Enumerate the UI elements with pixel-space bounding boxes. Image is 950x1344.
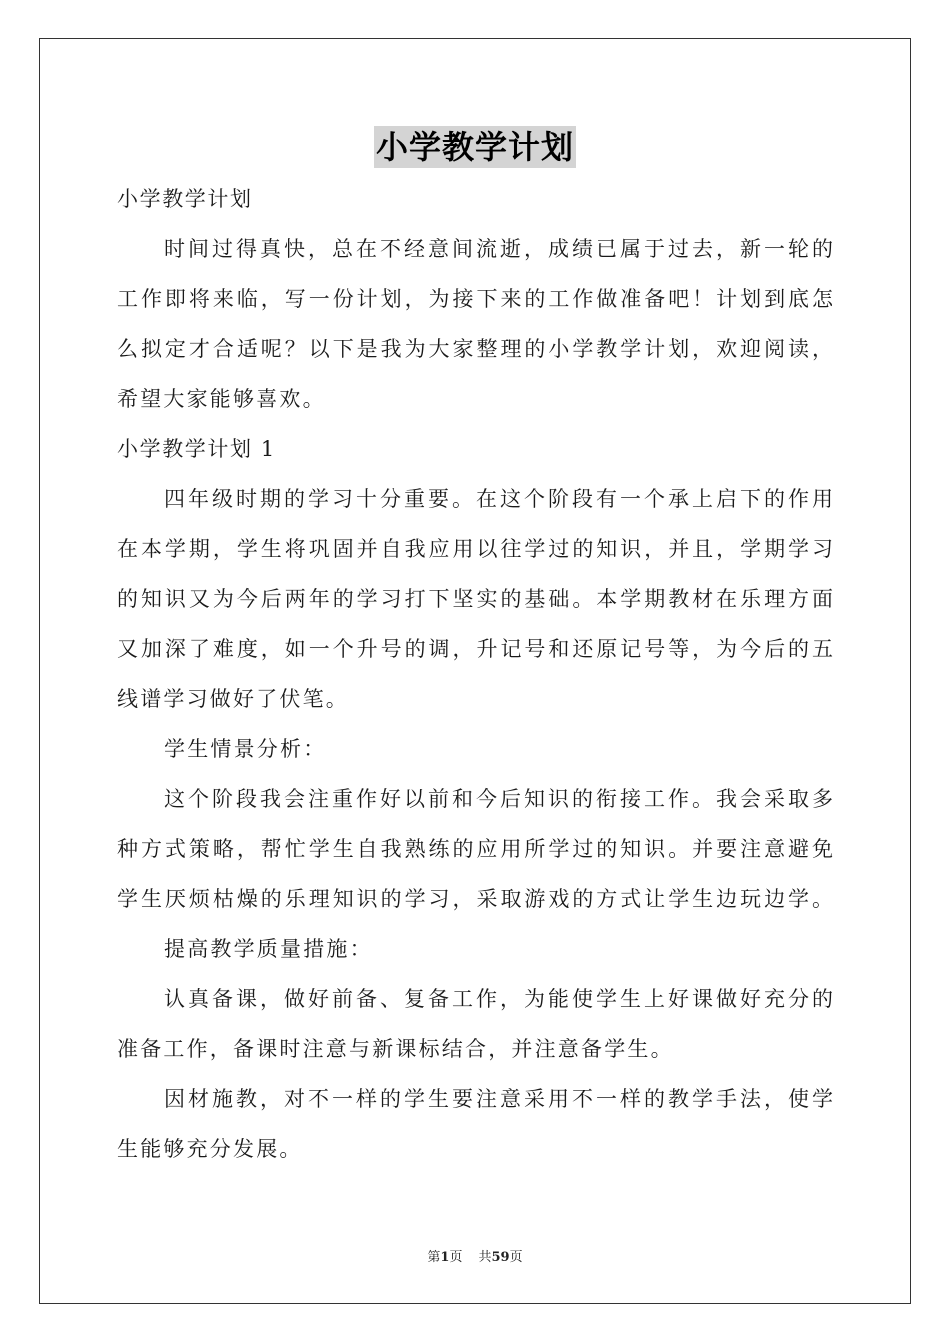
body-line: 种方式策略，帮忙学生自我熟练的应用所学过的知识。并要注意避免 bbox=[117, 837, 833, 861]
page-unit: 页 bbox=[449, 1250, 463, 1265]
body-line: 线谱学习做好了伏笔。 bbox=[117, 687, 349, 711]
body-line: 工作即将来临，写一份计划，为接下来的工作做准备吧！计划到底怎 bbox=[117, 287, 833, 311]
body-line: 么拟定才合适呢？以下是我为大家整理的小学教学计划，欢迎阅读， bbox=[117, 337, 833, 361]
document-title: 小学教学计划 bbox=[375, 128, 574, 166]
page-current: 1 bbox=[440, 1250, 450, 1265]
body-line: 希望大家能够喜欢。 bbox=[117, 387, 326, 411]
page-footer bbox=[0, 1246, 950, 1265]
body-line: 的知识又为今后两年的学习打下坚实的基础。本学期教材在乐理方面 bbox=[117, 587, 833, 611]
body-line: 这个阶段我会注重作好以前和今后知识的衔接工作。我会采取多 bbox=[164, 787, 833, 811]
body-line: 学生情景分析： bbox=[164, 737, 327, 761]
body-line: 学生厌烦枯燥的乐理知识的学习，采取游戏的方式让学生边玩边学。 bbox=[117, 887, 833, 911]
total-prefix: 共 bbox=[478, 1250, 492, 1265]
body-line: 小学教学计划 bbox=[117, 187, 253, 211]
body-line: 四年级时期的学习十分重要。在这个阶段有一个承上启下的作用 bbox=[164, 487, 833, 511]
body-line: 认真备课，做好前备、复备工作，为能使学生上好课做好充分的 bbox=[164, 987, 833, 1011]
body-line: 因材施教，对不一样的学生要注意采用不一样的教学手法，使学 bbox=[164, 1087, 833, 1111]
total-unit: 页 bbox=[509, 1250, 523, 1265]
body-line: 又加深了难度，如一个升号的调，升记号和还原记号等，为今后的五 bbox=[117, 637, 833, 661]
document-body bbox=[117, 180, 833, 1180]
body-line: 时间过得真快，总在不经意间流逝，成绩已属于过去，新一轮的 bbox=[164, 237, 833, 261]
body-line: 在本学期，学生将巩固并自我应用以往学过的知识，并且，学期学习 bbox=[117, 537, 833, 561]
page-prefix: 第 bbox=[427, 1250, 441, 1265]
body-line: 小学教学计划 1 bbox=[117, 437, 276, 461]
body-line: 提高教学质量措施： bbox=[164, 937, 373, 961]
body-line: 准备工作，备课时注意与新课标结合，并注意备学生。 bbox=[117, 1037, 674, 1061]
page-total: 59 bbox=[491, 1250, 510, 1265]
body-line: 生能够充分发展。 bbox=[117, 1137, 303, 1161]
title-container bbox=[0, 126, 950, 168]
